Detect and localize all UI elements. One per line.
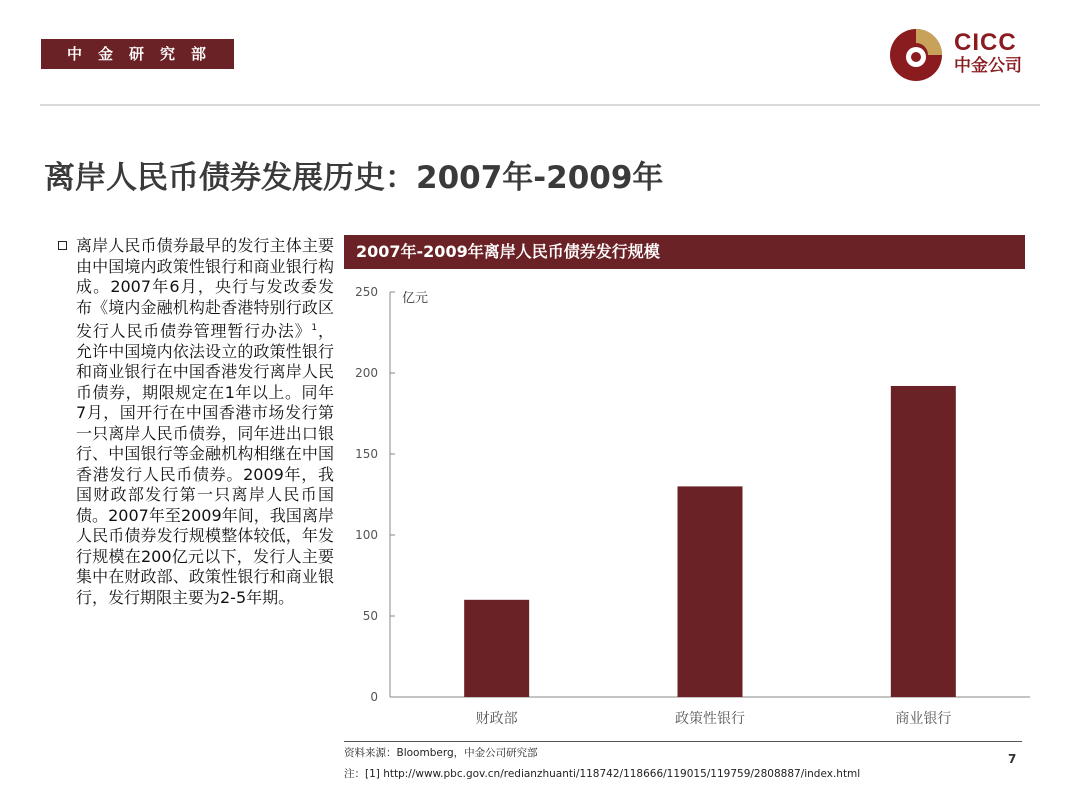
x-category-label: 财政部 [475,711,518,727]
logo-text-en: CICC [954,29,1017,56]
x-category-label: 政策性银行 [675,711,745,727]
source-text: 资料来源：Bloomberg，中金公司研究部 [344,747,538,759]
cicc-logo-mark-icon [888,27,944,83]
y-axis-unit-label: 亿元 [402,291,429,306]
header-divider [40,104,1040,106]
bar [464,600,529,697]
chart-title-bar: 2007年-2009年离岸人民币债券发行规模 [344,235,1025,269]
bars [464,386,956,697]
square-bullet-icon [58,241,67,250]
bar [891,386,956,697]
y-tick-label: 150 [355,447,378,461]
bar-chart [340,280,1040,730]
x-category-label: 商业银行 [895,711,952,727]
footnote-text: 注：[1] http://www.pbc.gov.cn/redianzhuanti/118742/118666/119015/119759/2808887/index.html [344,768,861,780]
department-tag: 中金研究部 [41,39,234,69]
paragraph-text-b: ，允许中国境内依法设立的政策性银行和商业银行在中国香港发行离岸人民币债券，期限规定在1年以上。同年7月，国开行在中国香港市场发行第一只离岸人民币债券，同年进出口银行、中国银行等金融机构相继在中国香港发行人民币债券。2009年，我国财政部发行第一只离岸人民币国债。2007年至2009年间，我国离岸人民币债券发行规模整体较低，年发行规模在200亿元以下，发行人主要集中在财政部、政策性银行和商业银行，发行期限主要为2-5年期。 [76,321,334,607]
y-tick-label: 100 [355,528,378,542]
page-title: 离岸人民币债券发展历史：2007年-2009年 [44,160,664,196]
source-divider [344,741,1022,742]
x-axis-labels [476,710,952,727]
y-tick-label: 200 [355,366,378,380]
footnote-marker: 1 [311,323,318,333]
body-bullet [58,236,334,608]
y-tick-label: 250 [355,285,378,299]
bullet-paragraph [76,236,334,608]
logo-text-cn: 中金公司 [954,56,1022,76]
y-tick-label: 0 [370,690,378,704]
paragraph-text-a: 离岸人民币债券最早的发行主体主要由中国境内政策性银行和商业银行构成。2007年6月，央行与发改委发布《境内金融机构赴香港特别行政区发行人民币债券管理暂行办法》 [76,236,334,341]
page-number: 7 [1008,752,1017,766]
y-tick-label: 50 [362,609,378,623]
bar [678,486,743,697]
cicc-logo [888,27,1048,83]
